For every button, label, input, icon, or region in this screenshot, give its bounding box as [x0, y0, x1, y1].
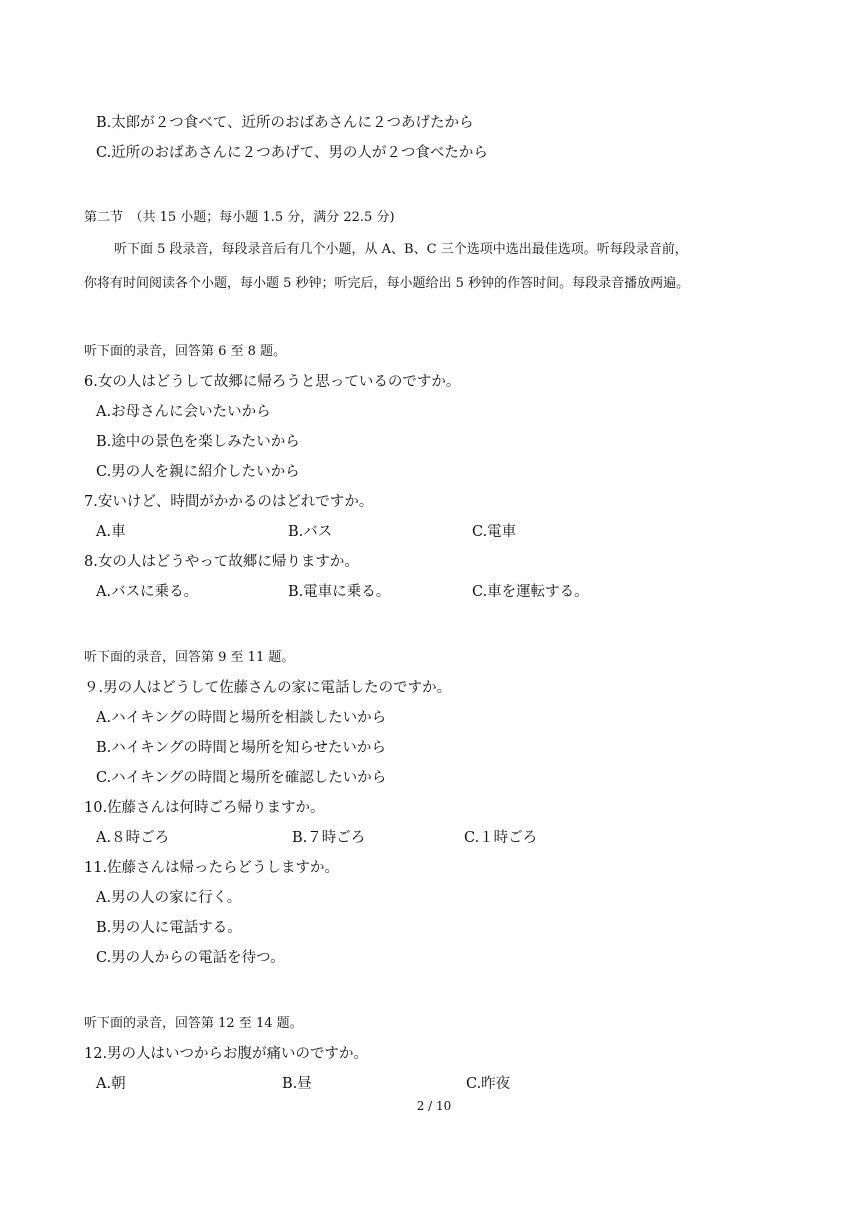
question-11: 11.佐藤さんは帰ったらどうしますか。: [84, 860, 340, 876]
q9-option-c: C.ハイキングの時間と場所を確認したいから: [96, 770, 387, 786]
q8-option-c: C.車を運転する。: [472, 584, 589, 600]
question-12: 12.男の人はいつからお腹が痛いのですか。: [84, 1046, 369, 1062]
q12-option-b: B.昼: [282, 1076, 312, 1092]
q11-option-c: C.男の人からの電話を待つ。: [96, 950, 285, 966]
question-6: 6.女の人はどうして故郷に帰ろうと思っているのですか。: [84, 374, 461, 390]
q10-option-a: A.８時ごろ: [96, 830, 170, 846]
q6-option-b: B.途中の景色を楽しみたいから: [96, 434, 300, 450]
q7-option-c: C.電車: [472, 524, 517, 540]
section-instructions-line-2: 你将有时间阅读各个小题，每小题 5 秒钟；听完后，每小题给出 5 秒钟的作答时间。每段录音播放两遍。: [84, 276, 690, 291]
question-7: 7.安いけど、時間がかかるのはどれですか。: [84, 494, 374, 510]
q11-option-a: A.男の人の家に行く。: [96, 890, 242, 906]
group-header-6-8: 听下面的录音，回答第 6 至 8 题。: [84, 344, 287, 359]
q6-option-c: C.男の人を親に紹介したいから: [96, 464, 300, 480]
q11-option-b: B.男の人に電話する。: [96, 920, 242, 936]
section-title: 第二节 （共 15 小题；每小题 1.5 分，满分 22.5 分): [84, 210, 395, 225]
q7-option-b: B.バス: [288, 524, 333, 540]
group-header-12-14: 听下面的录音，回答第 12 至 14 题。: [84, 1016, 303, 1031]
section-instructions-line-1: 听下面 5 段录音，每段录音后有几个小题，从 A、B、C 三个选项中选出最佳选项。听每段录音前，: [114, 242, 688, 257]
question-10: 10.佐藤さんは何時ごろ帰りますか。: [84, 800, 325, 816]
q7-option-a: A.車: [96, 524, 126, 540]
q8-option-a: A.バスに乗る。: [96, 584, 199, 600]
q6-option-a: A.お母さんに会いたいから: [96, 404, 271, 420]
q9-option-a: A.ハイキングの時間と場所を相談したいから: [96, 710, 387, 726]
group-header-9-11: 听下面的录音，回答第 9 至 11 题。: [84, 650, 295, 665]
q8-option-b: B.電車に乗る。: [288, 584, 391, 600]
question-8: 8.女の人はどうやって故郷に帰りますか。: [84, 554, 359, 570]
page-number: 2 / 10: [416, 1099, 452, 1113]
q12-option-a: A.朝: [96, 1076, 126, 1092]
option-c: C.近所のおばあさんに２つあげて、男の人が２つ食べたから: [96, 145, 488, 161]
question-9: ９.男の人はどうして佐藤さんの家に電話したのですか。: [84, 680, 452, 696]
q10-option-b: B.７時ごろ: [292, 830, 366, 846]
q10-option-c: C.１時ごろ: [464, 830, 538, 846]
option-b: B.太郎が２つ食べて、近所のおばあさんに２つあげたから: [96, 115, 474, 131]
q12-option-c: C.昨夜: [466, 1076, 511, 1092]
q9-option-b: B.ハイキングの時間と場所を知らせたいから: [96, 740, 386, 756]
